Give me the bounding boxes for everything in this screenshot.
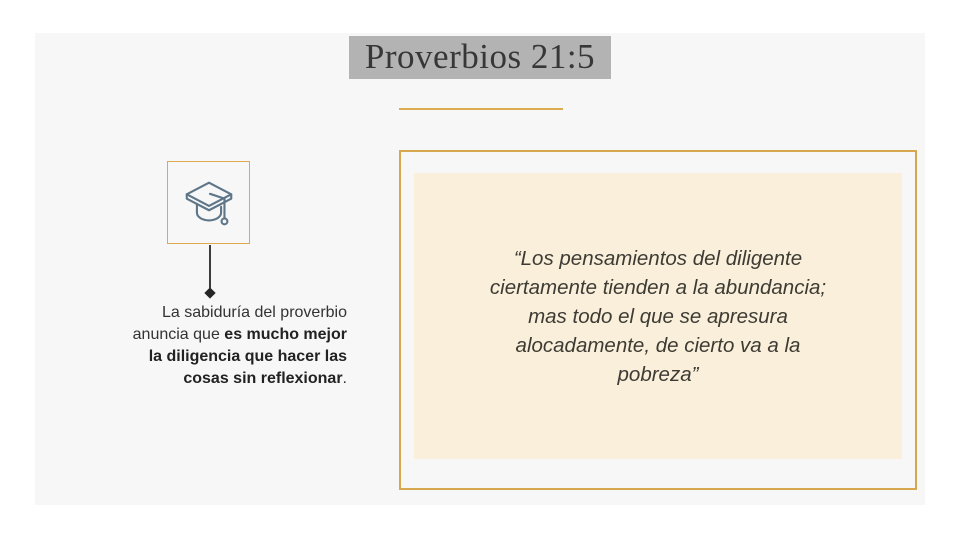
annotation-line: la diligencia que hacer las	[148, 348, 347, 365]
page-title: Proverbios 21:5	[349, 36, 611, 79]
quote-outer-box	[399, 150, 917, 490]
diamond-marker	[204, 287, 215, 298]
quote-line: pobreza”	[617, 362, 699, 386]
quote-line: “Los pensamientos del diligente	[513, 246, 803, 270]
annotation-text	[73, 302, 347, 390]
title-wrap	[35, 36, 925, 79]
quote-line: mas todo el que se apresura	[528, 304, 788, 328]
annotation-line: cosas sin reflexionar.	[183, 370, 347, 387]
annotation-line: anuncia que es mucho mejor	[132, 326, 347, 343]
icon-box	[167, 161, 250, 244]
quote-panel	[414, 173, 902, 459]
graduation-cap-icon	[180, 174, 238, 232]
connector-line	[209, 245, 211, 288]
quote-line: ciertamente tienden a la abundancia;	[489, 275, 827, 299]
quote-line: alocadamente, de cierto va a la	[515, 333, 801, 357]
title-divider	[399, 108, 563, 110]
quote-text	[414, 244, 902, 389]
slide	[35, 33, 925, 505]
annotation-line: La sabiduría del proverbio	[161, 304, 347, 321]
